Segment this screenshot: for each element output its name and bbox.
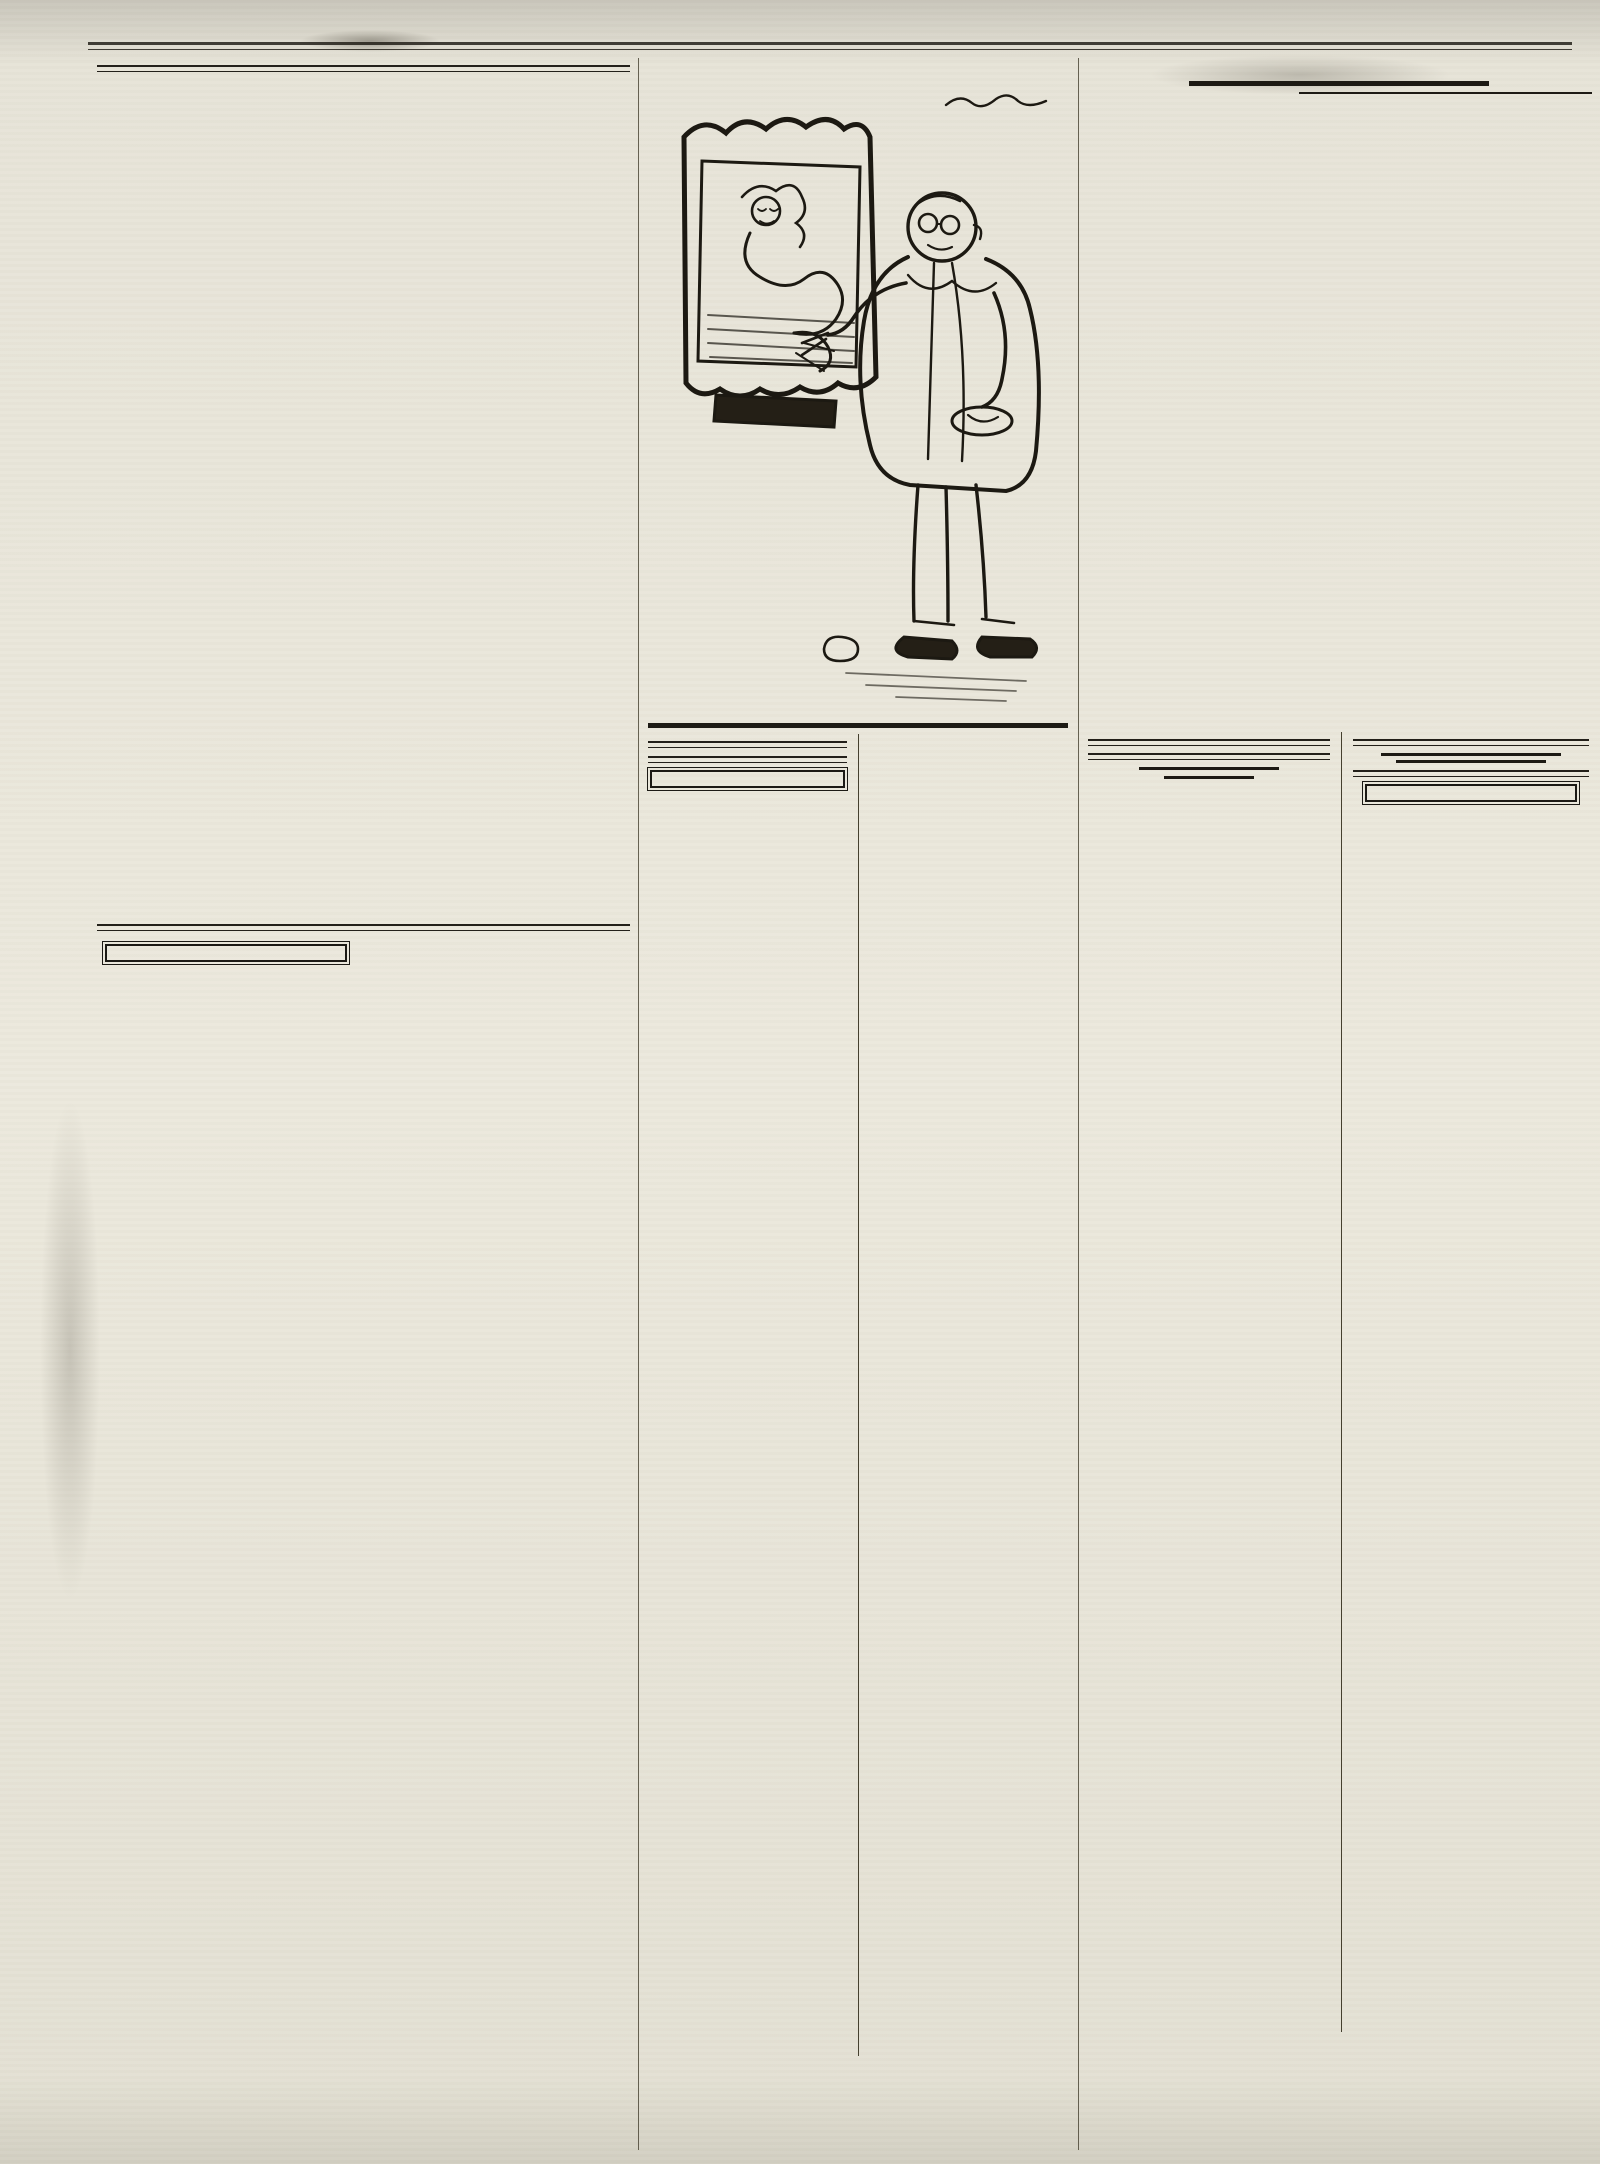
apo-oti-vlepo-box-title: [105, 944, 347, 962]
double-rule: [648, 741, 847, 748]
short-rule: [1164, 776, 1254, 779]
antigone-article-body: [868, 746, 1071, 1956]
right-column-a: [1086, 732, 1332, 2032]
column-divider: [858, 734, 859, 2056]
left-section: [95, 58, 632, 2150]
cartoon-illustration: [646, 77, 1070, 717]
double-rule: [97, 65, 630, 72]
right-section: [1086, 58, 1592, 2150]
double-rule: [1353, 770, 1589, 777]
parnassos-section: [95, 938, 632, 2018]
short-rule: [1139, 767, 1279, 770]
double-rule: [648, 756, 847, 763]
double-rule: [1088, 739, 1330, 746]
short-rule: [1396, 760, 1546, 763]
column-divider: [1078, 58, 1079, 2150]
headline-underline: [1189, 81, 1489, 86]
heavy-rule: [648, 723, 1068, 728]
double-rule: [1353, 739, 1589, 746]
center-section: [646, 58, 1070, 2150]
column-divider: [638, 58, 639, 2150]
lindbergh-subhead: [1299, 90, 1592, 94]
right-column-b: [1351, 732, 1591, 2032]
cartoonist-signature: [946, 95, 1046, 106]
double-rule: [1088, 753, 1330, 760]
column-divider: [1341, 732, 1342, 2032]
center-lower-columns: [646, 734, 1070, 2056]
koinonika-box-title: [1365, 784, 1577, 802]
mikrai-aggeliai-box-title: [650, 770, 845, 788]
top-rule: [88, 42, 1572, 50]
scan-shadow: [40, 1100, 100, 1600]
center-column-b: [868, 734, 1071, 2056]
center-column-a: [646, 734, 849, 2056]
short-rule: [1381, 753, 1561, 756]
double-rule: [97, 924, 630, 931]
caligula-article-body: [95, 79, 632, 917]
lindbergh-article-body: [1086, 98, 1592, 726]
right-lower-columns: [1086, 732, 1592, 2032]
